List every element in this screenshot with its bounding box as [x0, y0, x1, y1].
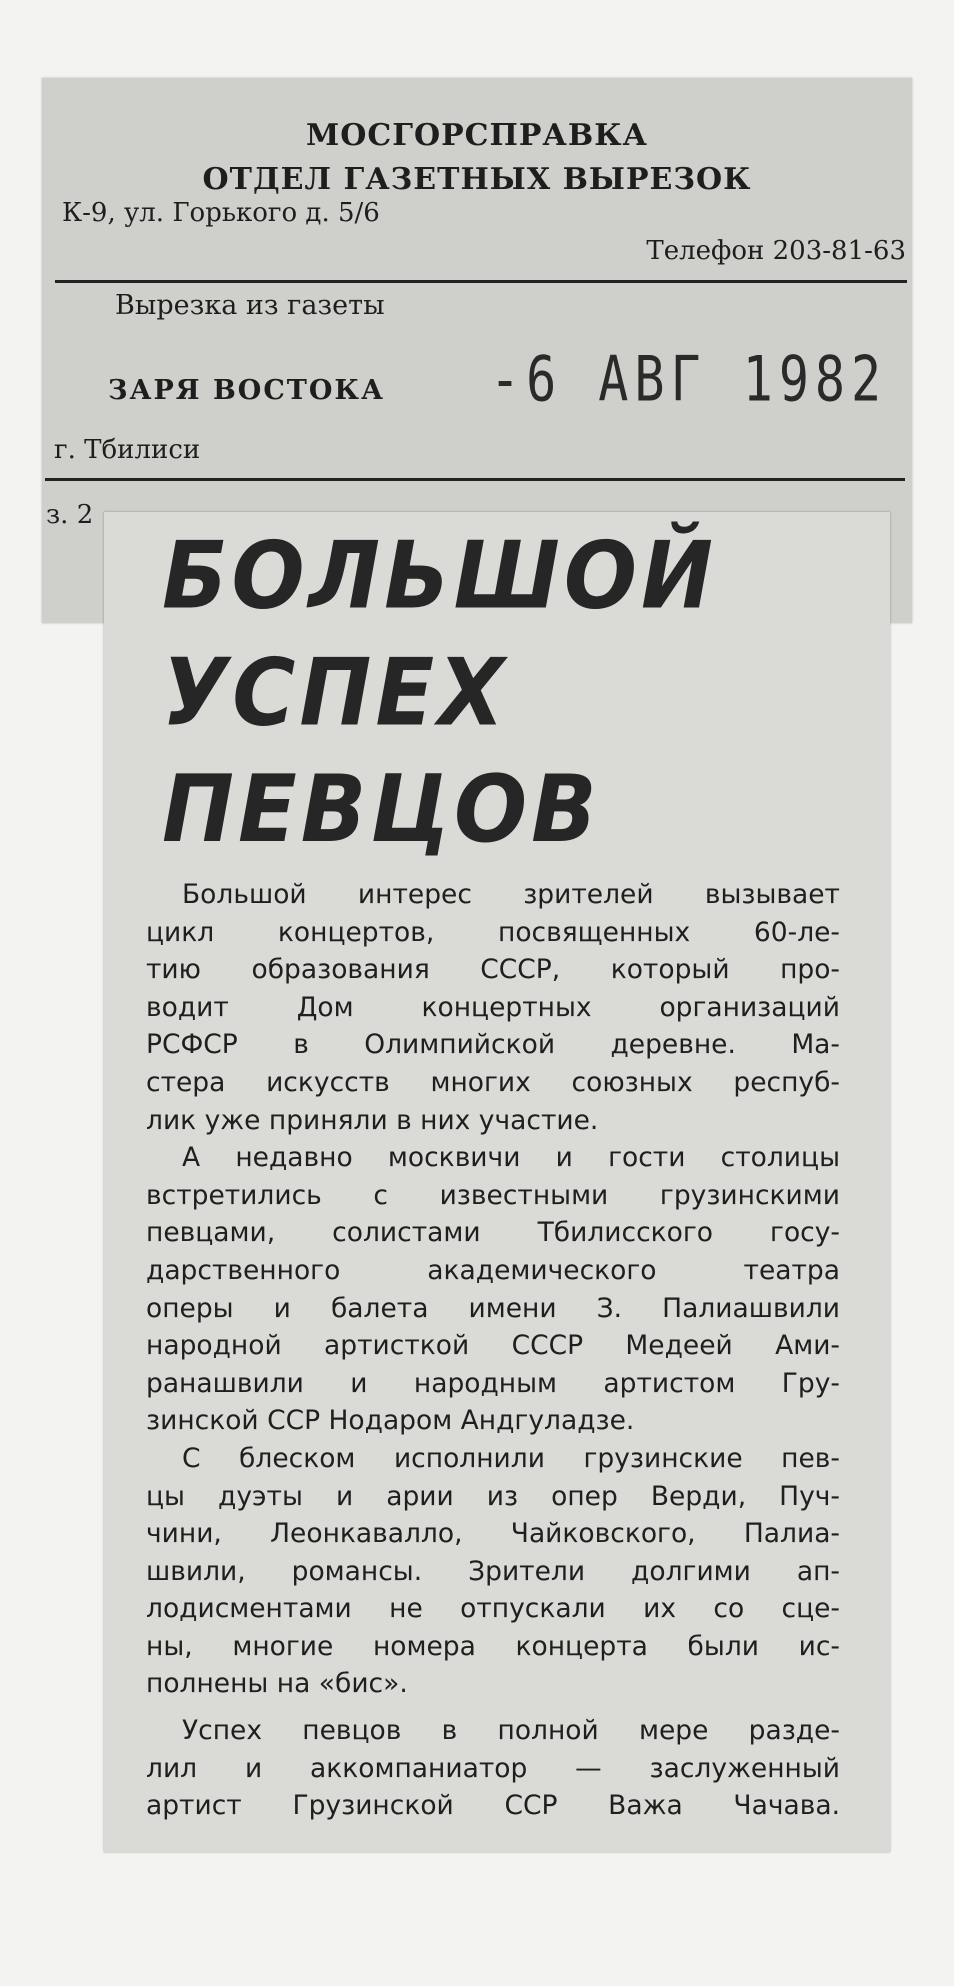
text-line: народной артисткой СССР Медеей Ами- — [146, 1330, 840, 1362]
paragraph-2 — [146, 1139, 840, 1440]
article-body — [146, 876, 840, 1825]
headline-line: ПЕВЦОВ — [162, 755, 601, 864]
cutting-label: Вырезка из газеты — [115, 290, 385, 321]
newspaper-name: ЗАРЯ ВОСТОКА — [108, 375, 385, 406]
text-line: тию образования СССР, который про- — [146, 954, 840, 986]
text-line: певцами, солистами Тбилисского госу- — [146, 1217, 840, 1249]
text-line: чини, Леонкавалло, Чайковского, Палиа- — [146, 1518, 840, 1550]
text-line: полнены на «бис». — [146, 1668, 408, 1700]
text-line: А недавно москвичи и гости столицы — [182, 1142, 840, 1174]
text-line: водит Дом концертных организаций — [146, 991, 840, 1023]
text-line: Большой интерес зрителей вызывает — [182, 879, 840, 910]
article-headline — [162, 518, 762, 868]
text-line: оперы и балета имени З. Палиашвили — [146, 1292, 840, 1324]
address: К-9, ул. Горького д. 5/6 — [62, 198, 380, 228]
headline-line: БОЛЬШОЙ — [162, 522, 717, 631]
org-name: МОСГОРСПРАВКА — [306, 118, 648, 153]
text-line: швили, романсы. Зрители долгими ап- — [146, 1555, 840, 1587]
text-line: цы дуэты и арии из опер Верди, Пуч- — [146, 1480, 840, 1512]
header-rule-top — [55, 280, 907, 283]
phone: Телефон 203-81-63 — [646, 236, 906, 266]
city: г. Тбилиси — [54, 435, 201, 465]
paragraph-4 — [146, 1712, 840, 1825]
text-line: цикл концертов, посвященных 60-ле- — [146, 916, 840, 948]
date-stamp: -6 АВГ 1982 — [490, 342, 888, 416]
text-line: встретились с известными грузинскими — [146, 1179, 840, 1211]
headline-line: УСПЕХ — [162, 638, 509, 747]
text-line: лил и аккомпаниатор — заслуженный — [146, 1752, 840, 1784]
text-line: лодисментами не отпускали их со сце- — [146, 1593, 840, 1625]
paragraph-gap — [146, 1703, 840, 1712]
paragraph-3 — [146, 1440, 840, 1703]
dept-name: ОТДЕЛ ГАЗЕТНЫХ ВЫРЕЗОК — [202, 162, 752, 197]
text-line: Успех певцов в полной мере разде- — [182, 1715, 840, 1747]
header-rule-bottom — [45, 478, 905, 481]
text-line: ранашвили и народным артистом Гру- — [146, 1367, 840, 1399]
text-line: зинской ССР Нодаром Андгуладзе. — [146, 1405, 635, 1437]
text-line: С блеском исполнили грузинские пев- — [182, 1442, 840, 1474]
paragraph-1 — [146, 876, 840, 1139]
text-line: лик уже приняли в них участие. — [146, 1104, 599, 1136]
text-line: артист Грузинской ССР Важа Чачава. — [146, 1790, 840, 1822]
text-line: ны, многие номера концерта были ис- — [146, 1630, 840, 1662]
text-line: дарственного академического театра — [146, 1254, 840, 1286]
order-number: з. 2 — [46, 500, 94, 530]
text-line: стера искусств многих союзных респуб- — [146, 1066, 840, 1098]
text-line: РСФСР в Олимпийской деревне. Ма- — [146, 1029, 840, 1061]
